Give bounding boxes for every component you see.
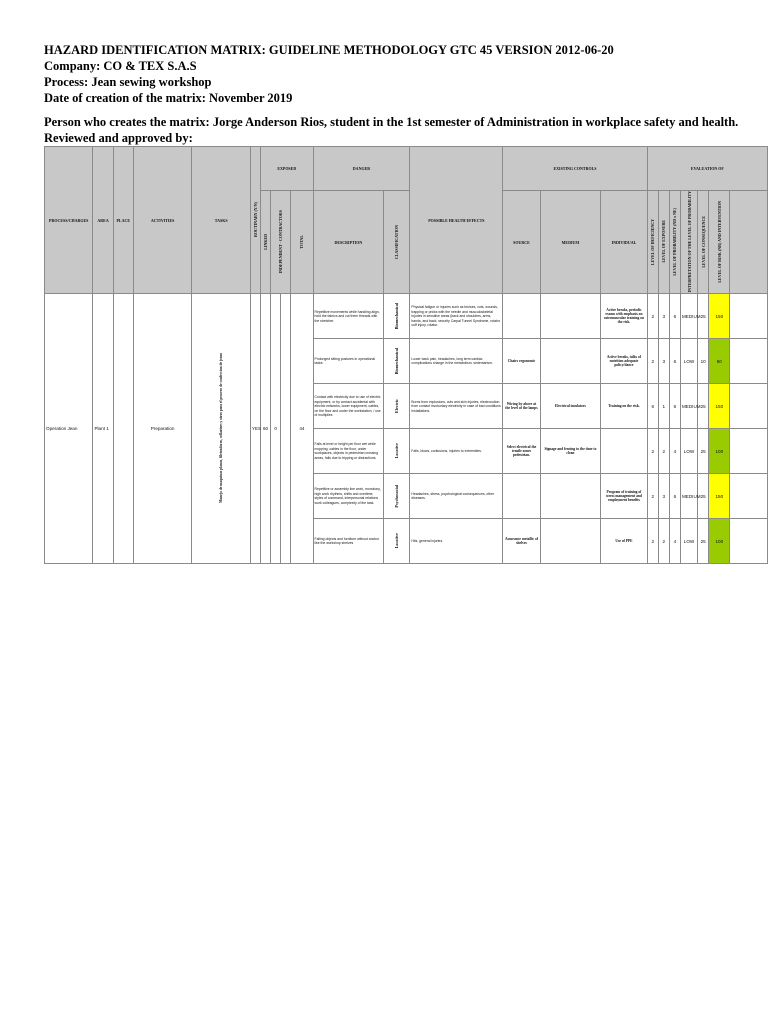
col-independent: INDEPENDENT - CONTRACTORS: [271, 191, 291, 294]
cell-description: Falling objects and furniture without anchor like the workshop shelves: [313, 519, 384, 564]
cell-extra: [730, 384, 768, 429]
col-place: PLACE: [113, 147, 133, 294]
cell-nr: 100: [709, 519, 730, 564]
col-total: TOTAL: [291, 191, 313, 294]
col-description: DESCRIPTION: [313, 191, 384, 294]
cell-area: Plant 1: [93, 294, 113, 564]
col-source: SOURCE: [503, 191, 540, 294]
cell-extra: [730, 519, 768, 564]
cell-process: Operation Jean: [45, 294, 93, 564]
cell-extra: [730, 474, 768, 519]
col-danger: DANGER: [313, 147, 410, 191]
col-eval-ne: LEVEL OF EXPOSURE: [658, 191, 669, 294]
process-line: Process: Jean sewing workshop: [44, 75, 212, 89]
col-eval-nd: LEVEL OF DEFICIENCY: [647, 191, 658, 294]
col-exposed: EXPOSED: [261, 147, 314, 191]
col-linked: LINKED: [261, 191, 271, 294]
cell-linked: 60: [261, 294, 271, 564]
cell-ne: 2: [658, 429, 669, 474]
col-eval-interp: INTERPRETATION OF THE LEVEL OF PROBABILITY: [680, 191, 697, 294]
cell-classification: Biomechanical: [384, 294, 410, 339]
creator-line: Person who creates the matrix: Jorge Anderson Rios, student in the 1st semester of Administration in workplace safety and health.: [44, 115, 739, 129]
col-eval-np: LEVEL OF PROBABILITY (ND x NE): [669, 191, 680, 294]
cell-np: 6: [669, 294, 680, 339]
cell-individual: Training on the risk.: [601, 384, 647, 429]
cell-description: Repetitive movements while handling align, hold the fabrics and cut them threads with the stretcher.: [313, 294, 384, 339]
col-eval-nc: LEVEL OF CONSEQUENCE: [698, 191, 709, 294]
cell-interp: LOW: [680, 429, 697, 474]
company-line: Company: CO & TEX S.A.S: [44, 59, 197, 73]
cell-activities: Preparation: [133, 294, 192, 564]
cell-nd: 2: [647, 519, 658, 564]
cell-medium: Signage and fencing to the time to clean: [540, 429, 601, 474]
cell-individual: Active breaks, talks of nutrition adequate policy/dance: [601, 339, 647, 384]
cell-ne: 2: [658, 519, 669, 564]
cell-ne: 3: [658, 474, 669, 519]
cell-ne: 3: [658, 294, 669, 339]
cell-description: Falls at level or height per floor wet while mopping, cables in the floor, under workplaces, objects in pedestrian crossing areas, falls due to tripping or distractions.: [313, 429, 384, 474]
cell-extra: [730, 294, 768, 339]
cell-nr: 150: [709, 384, 730, 429]
table-header: [45, 147, 768, 294]
cell-nd: 2: [647, 429, 658, 474]
col-tasks: TASKS: [192, 147, 251, 294]
cell-np: 6: [669, 474, 680, 519]
cell-description: Repetitive or assembly line work, monotony, high work rhythms, shifts and overtime, styles of command, interpersonal relations work colleagues, complexity of the task.: [313, 474, 384, 519]
col-individual: INDIVIDUAL: [601, 191, 647, 294]
cell-classification: Psychosocial: [384, 474, 410, 519]
cell-ne: 1: [658, 384, 669, 429]
cell-medium: [540, 474, 601, 519]
cell-description: Prolonged sitting postures in operational tasks.: [313, 339, 384, 384]
cell-nr: 100: [709, 429, 730, 474]
cell-effects: Burns from explosions, cuts and skin injuries, electrocution from contact involuntary electricity in case of bad conditions installations.: [410, 384, 503, 429]
col-process: PROCESS/CHARGES: [45, 147, 93, 294]
cell-classification: Electric: [384, 384, 410, 429]
cell-nd: 2: [647, 474, 658, 519]
cell-nd: 6: [647, 384, 658, 429]
cell-nd: 2: [647, 294, 658, 339]
cell-interp: MEDIUM: [680, 474, 697, 519]
cell-effects: Falls, blows, contusions, injuries to extremities.: [410, 429, 503, 474]
reviewed-line: Reviewed and approved by:: [44, 131, 193, 145]
cell-nc: 25: [698, 294, 709, 339]
cell-nc: 25: [698, 429, 709, 474]
cell-individual: Program of training of stress management and employment benefits: [601, 474, 647, 519]
cell-effects: Headaches, stress, psychological consequences, other diseases.: [410, 474, 503, 519]
col-activities: ACTIVITIES: [133, 147, 192, 294]
cell-np: 6: [669, 339, 680, 384]
cell-medium: [540, 519, 601, 564]
table-row: [45, 294, 768, 339]
cell-extra: [730, 429, 768, 474]
cell-medium: [540, 294, 601, 339]
cell-individual: Use of PPE: [601, 519, 647, 564]
col-evaluation: EVALUATION OF: [647, 147, 767, 191]
cell-ne: 3: [658, 339, 669, 384]
cell-nc: 25: [698, 519, 709, 564]
cell-effects: Lower back pain, headaches, long term cardiac complications change in the metabolism, sedentarism.: [410, 339, 503, 384]
cell-medium: [540, 339, 601, 384]
col-routine: ROUTINARY (Y/N): [250, 147, 260, 294]
cell-classification: Locative: [384, 519, 410, 564]
col-classification: CLASSIFICATION: [384, 191, 410, 294]
cell-independent: 0: [271, 294, 281, 564]
cell-np: 6: [669, 384, 680, 429]
cell-routine: YES: [250, 294, 260, 564]
cell-place: [113, 294, 133, 564]
date-line: Date of creation of the matrix: November 2019: [44, 91, 293, 105]
col-eval-extra: [730, 191, 768, 294]
cell-source: Wiring by above at the level of the lamps: [503, 384, 540, 429]
cell-interp: MEDIUM: [680, 294, 697, 339]
col-eval-nr: LEVEL OF RISK (NR) AND INTERVENTION: [709, 191, 730, 294]
cell-np: 4: [669, 429, 680, 474]
col-health-effects: POSSIBLE HEALTH EFFECTS: [410, 147, 503, 294]
col-existing-controls: EXISTING CONTROLS: [503, 147, 647, 191]
hazard-matrix-table: [44, 146, 768, 564]
table-body: [45, 294, 768, 564]
col-medium: MEDIUM: [540, 191, 601, 294]
cell-description: Contact with electricity due to use of electric equipment, or by contact accidental with electric networks, lower equipment, cables, on the floor and under the workstation, / use of multiplies: [313, 384, 384, 429]
cell-interp: LOW: [680, 339, 697, 384]
col-area: AREA: [93, 147, 113, 294]
cell-total: 44: [291, 294, 313, 564]
cell-nr: 150: [709, 474, 730, 519]
cell-nc: 25: [698, 384, 709, 429]
cell-nc: 25: [698, 474, 709, 519]
cell-task: Manejo de maquinas planas, fileteadoras, collarines y otras para el proceso de confeccion de jeans: [192, 294, 251, 564]
cell-np: 4: [669, 519, 680, 564]
cell-source: Chairs ergonomic: [503, 339, 540, 384]
cell-contractors: [281, 294, 291, 564]
cell-individual: [601, 429, 647, 474]
matrix-subheader: [44, 114, 744, 146]
cell-nr: 150: [709, 294, 730, 339]
matrix-header: [44, 42, 744, 106]
cell-extra: [730, 339, 768, 384]
cell-source: [503, 294, 540, 339]
cell-effects: Hits, general injuries.: [410, 519, 503, 564]
cell-interp: LOW: [680, 519, 697, 564]
cell-classification: Locative: [384, 429, 410, 474]
cell-source: Assurance metallic of shelves: [503, 519, 540, 564]
matrix-title: HAZARD IDENTIFICATION MATRIX: GUIDELINE METHODOLOGY GTC 45 VERSION 2012-06-20: [44, 43, 614, 57]
cell-individual: Active breaks, periodic exams with emphasis on osteomuscular training on the risk.: [601, 294, 647, 339]
cell-nr: 60: [709, 339, 730, 384]
cell-interp: MEDIUM: [680, 384, 697, 429]
cell-nd: 2: [647, 339, 658, 384]
cell-nc: 10: [698, 339, 709, 384]
cell-medium: Electrical insulators: [540, 384, 601, 429]
cell-classification: Biomechanical: [384, 339, 410, 384]
cell-effects: Physical fatigue or injuries such as bruises, cuts, wounds, trapping or pricks with the needle and musculoskeletal injuries in sensitive areas (back and shoulders, arms, hands, and back, security Carpal Tunnel Syndrome, rotator cuff injury, rotator.: [410, 294, 503, 339]
cell-source: [503, 474, 540, 519]
cell-source: Select electrical the tensile zones pedestrian.: [503, 429, 540, 474]
